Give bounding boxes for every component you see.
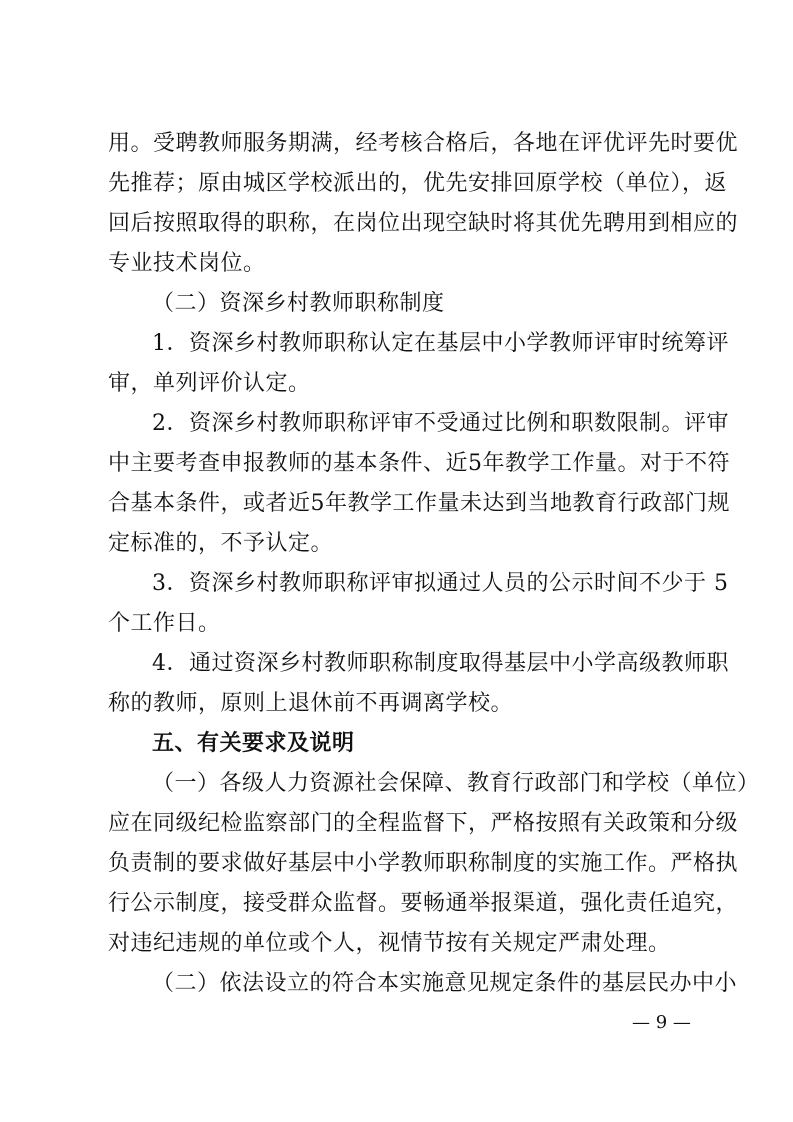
paragraph-line: 称的教师，原则上退休前不再调离学校。 bbox=[108, 691, 514, 716]
paragraph-line: 合基本条件，或者近5年教学工作量未达到当地教育行政部门规 bbox=[108, 491, 730, 516]
section-heading: （二）资深乡村教师职称制度 bbox=[152, 291, 445, 316]
paragraph-line: 中主要考查申报教师的基本条件、近5年教学工作量。对于不符 bbox=[108, 451, 730, 476]
paragraph-line: 个工作日。 bbox=[108, 611, 221, 636]
paragraph-line: 2．资深乡村教师职称评审不受通过比例和职数限制。评审 bbox=[152, 411, 729, 436]
chapter-heading: 五、有关要求及说明 bbox=[152, 731, 355, 756]
paragraph-line: 对违纪违规的单位或个人，视情节按有关规定严肃处理。 bbox=[108, 931, 671, 956]
document-body bbox=[108, 124, 760, 1004]
paragraph-line: 负责制的要求做好基层中小学教师职称制度的实施工作。严格执 bbox=[108, 851, 739, 876]
paragraph-line: （二）依法设立的符合本实施意见规定条件的基层民办中小 bbox=[152, 971, 738, 996]
paragraph-line: （一）各级人力资源社会保障、教育行政部门和学校（单位） bbox=[152, 771, 760, 796]
paragraph-line: 专业技术岗位。 bbox=[108, 251, 266, 276]
paragraph-line: 用。受聘教师服务期满，经考核合格后，各地在评优评先时要优 bbox=[108, 131, 739, 156]
paragraph-line: 3．资深乡村教师职称评审拟通过人员的公示时间不少于 5 bbox=[152, 571, 729, 596]
paragraph-line: 行公示制度，接受群众监督。要畅通举报渠道，强化责任追究， bbox=[108, 891, 739, 916]
paragraph-line: 审，单列评价认定。 bbox=[108, 371, 311, 396]
paragraph-line: 先推荐；原由城区学校派出的，优先安排回原学校（单位），返 bbox=[108, 171, 728, 196]
paragraph-line: 回后按照取得的职称，在岗位出现空缺时将其优先聘用到相应的 bbox=[108, 211, 739, 236]
paragraph-line: 4．通过资深乡村教师职称制度取得基层中小学高级教师职 bbox=[152, 651, 729, 676]
page-number: — 9 — bbox=[632, 1012, 691, 1033]
paragraph-line: 1．资深乡村教师职称认定在基层中小学教师评审时统筹评 bbox=[152, 331, 729, 356]
paragraph-line: 应在同级纪检监察部门的全程监督下，严格按照有关政策和分级 bbox=[108, 811, 739, 836]
paragraph-line: 定标准的，不予认定。 bbox=[108, 531, 334, 556]
